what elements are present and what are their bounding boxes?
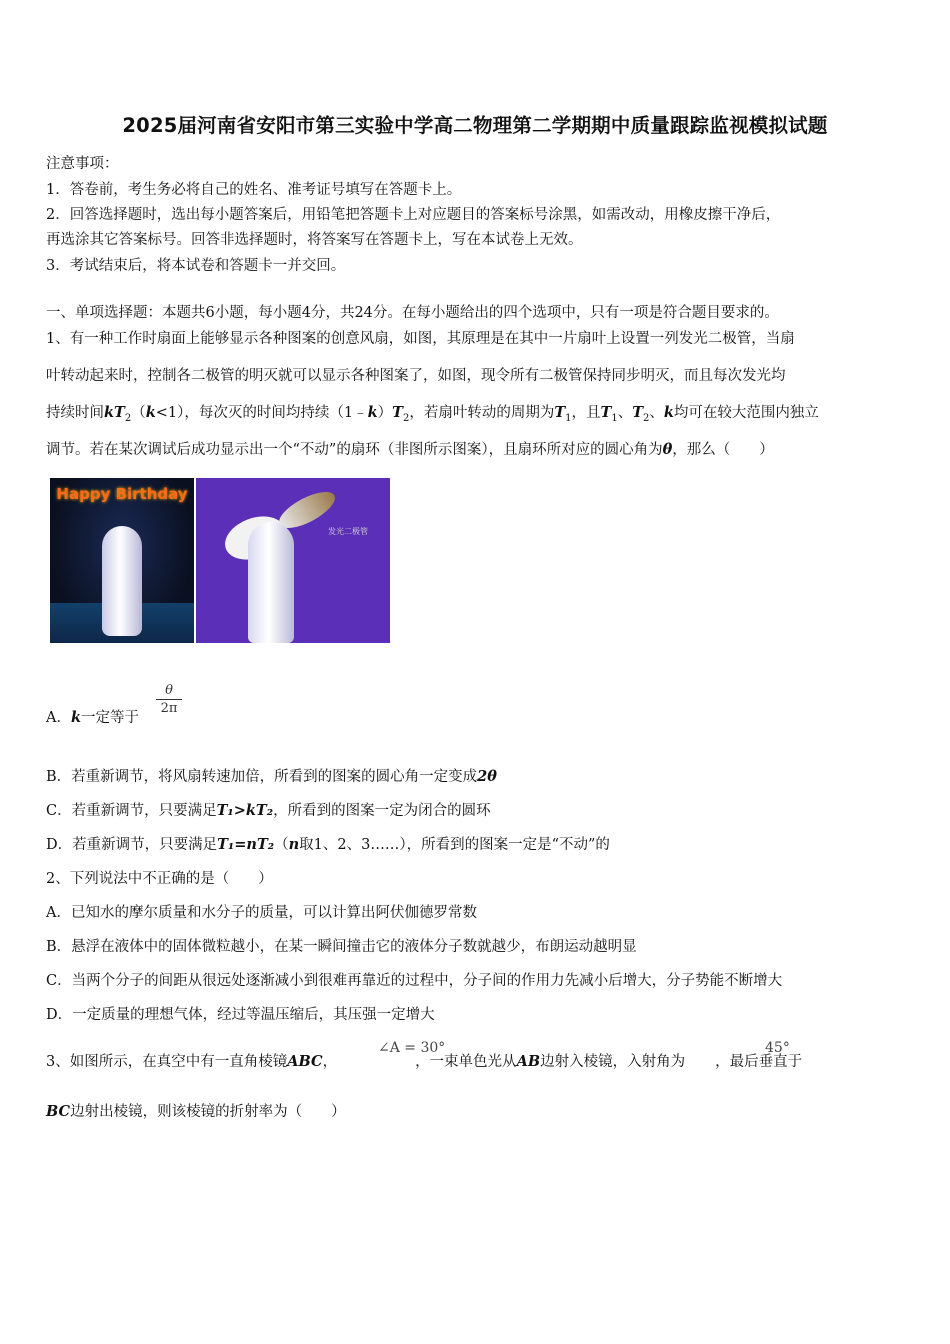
q2-option-b: B．悬浮在液体中的固体微粒越小，在某一瞬间撞击它的液体分子数就越少，布朗运动越明显 xyxy=(46,939,637,955)
led-label: 发光二极管 xyxy=(328,527,368,536)
q2-option-d: D．一定质量的理想气体，经过等温压缩后，其压强一定增大 xyxy=(46,1007,435,1023)
q1-stem-line: 1、有一种工作时扇面上能够显示各种图案的创意风扇，如图，其原理是在其中一片扇叶上设置一列发光二极管，当扇 xyxy=(46,331,795,347)
q3-stem-line: 3、如图所示，在真空中有一直角棱镜ABC， ，一束单色光从AB边射入棱镜，入射角为 ，最后垂直于 xyxy=(46,1053,803,1070)
q1-option-b: B．若重新调节，将风扇转速加倍，所看到的图案的圆心角一定变成2θ xyxy=(46,768,497,785)
page-title: 2025届河南省安阳市第三实验中学高二物理第二学期期中质量跟踪监视模拟试题 xyxy=(122,114,828,137)
q1-option-c: C．若重新调节，只要满足T₁>kT₂，所看到的图案一定为闭合的圆环 xyxy=(46,802,491,819)
notice-item: 再选涂其它答案标号。回答非选择题时，将答案写在答题卡上，写在本试卷上无效。 xyxy=(46,232,583,248)
led-pattern-text: Happy Birthday xyxy=(56,485,188,503)
q1-stem-line: 叶转动起来时，控制各二极管的明灭就可以显示各种图案了，如图，现令所有二极管保持同步明灭，而且每次发光均 xyxy=(46,368,786,384)
section-heading: 一、单项选择题：本题共6小题，每小题4分，共24分。在每小题给出的四个选项中，只有一项是符合题目要求的。 xyxy=(46,305,779,321)
q1-option-d: D．若重新调节，只要满足T₁=nT₂（n取1、2、3……），所看到的图案一定是“不动”的 xyxy=(46,836,610,853)
q1-stem-line: 持续时间$kT_2(k<1)$，每次灭的时间均持续$(1﹣k)T_2$，若扇叶转动的周期为$T_1$，且$T_1$、$T_2$、k均可在较大范围内独立 xyxy=(46,404,819,424)
notice-heading: 注意事项： xyxy=(46,156,119,172)
fan-photo-blades xyxy=(196,478,390,643)
q3-stem-line: BC边射出棱镜，则该棱镜的折射率为（ ） xyxy=(46,1103,346,1120)
notice-item: 2．回答选择题时，选出每小题答案后，用铅笔把答题卡上对应题目的答案标号涂黑，如需改动，用橡皮擦干净后， xyxy=(46,207,781,223)
angle-a-expression: ∠A = 30° xyxy=(378,1040,446,1056)
fan-figure xyxy=(50,478,390,643)
incidence-angle: 45° xyxy=(765,1040,790,1056)
fan-photo-birthday xyxy=(50,478,194,643)
notice-item: 3．考试结束后，将本试卷和答题卡一并交回。 xyxy=(46,258,346,274)
notice-item: 1．答卷前，考生务必将自己的姓名、准考证号填写在答题卡上。 xyxy=(46,182,462,198)
q1-stem-line: 调节。若在某次调试后成功显示出一个“不动”的扇环（非图所示图案），且扇环所对应的圆心角为θ，那么（ ） xyxy=(46,441,774,458)
q2-option-a: A．已知水的摩尔质量和水分子的质量，可以计算出阿伏伽德罗常数 xyxy=(46,905,477,921)
q1-option-a: A．k一定等于 xyxy=(46,709,140,726)
fraction-theta-over-2pi: θ 2π xyxy=(156,683,182,716)
q2-stem: 2、下列说法中不正确的是（ ） xyxy=(46,871,273,887)
q2-option-c: C．当两个分子的间距从很远处逐渐减小到很难再靠近的过程中，分子间的作用力先减小后增大，分子势能不断增大 xyxy=(46,973,783,989)
